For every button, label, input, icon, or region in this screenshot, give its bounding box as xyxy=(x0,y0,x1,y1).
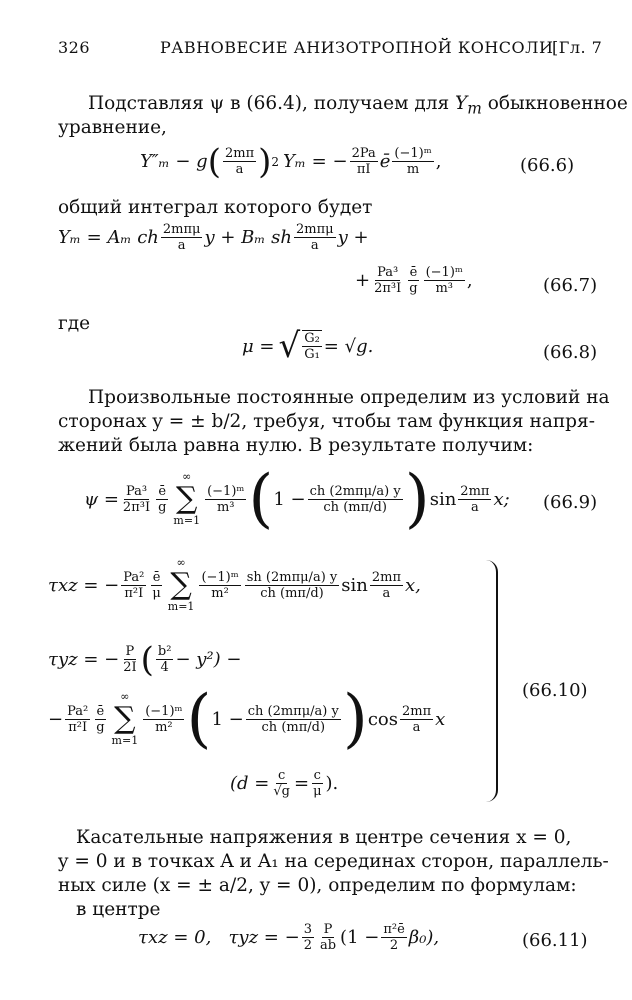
paragraph-5-line-3: ных силе (x = ± a/2, y = 0), определим по формулам: xyxy=(58,875,577,896)
paragraph-1-line-2: уравнение, xyxy=(58,117,167,138)
eq4-frac-4 xyxy=(458,484,491,515)
eq4-frac-4-den: a xyxy=(470,499,479,515)
eq1-frac-2-den: πI xyxy=(356,162,371,177)
eq6-frac-3-den: 2 xyxy=(389,938,399,953)
p1-text-pre: Подставляя ψ в (66.4), получаем для xyxy=(88,93,456,114)
eq5-l4-frac-2-num: c xyxy=(313,768,321,783)
chapter-label: [Гл. 7 xyxy=(552,38,603,57)
eq5-l3-summation xyxy=(112,690,139,748)
eq5-frac-1-num: Pa² xyxy=(123,569,145,585)
eq3-frac xyxy=(302,330,322,362)
eq4-frac-1-den: 2π³I xyxy=(122,499,151,515)
eq5-l3-frac-4-num: 2mπ xyxy=(401,703,432,719)
eq1-mid: Yₘ = − xyxy=(283,151,348,172)
eq5-frac-1 xyxy=(121,570,146,601)
eq6-c: β₀), xyxy=(408,927,440,948)
running-title: РАВНОВЕСИЕ АНИЗОТРОПНОЙ КОНСОЛИ xyxy=(160,38,554,57)
paragraph-4-line-2: сторонах y = ± b/2, требуя, чтобы там функция напря- xyxy=(58,411,595,432)
eq5-frac-sh xyxy=(245,570,340,601)
eq5-l3-one-minus: 1 − xyxy=(211,708,244,730)
equation-66-8 xyxy=(242,326,374,366)
eq4-summation xyxy=(173,470,200,528)
eq5-l1-summation xyxy=(168,556,195,614)
eq1-frac-1 xyxy=(223,146,256,177)
paragraph-1-line-1 xyxy=(88,92,628,121)
paragraph-4-line-3: жений была равна нулю. В результате получим: xyxy=(58,435,534,456)
eq1-frac-1-num: 2mπ xyxy=(224,146,255,161)
eq2-line1-a: Yₘ = Aₘ ch xyxy=(58,227,159,248)
eq5-l3-paren-open: ( xyxy=(186,682,212,756)
eq4-frac-2-den: g xyxy=(158,499,167,515)
eq2-frac-b-num: Pa³ xyxy=(377,265,399,280)
equation-number-66-11: (66.11) xyxy=(522,930,588,951)
equation-66-10-line-2 xyxy=(48,639,242,680)
eq4-ch-num: ch (2mπμ/a) y xyxy=(309,483,401,499)
eq2-frac-c-den: g xyxy=(409,281,418,296)
eq1-ebar: ē xyxy=(379,151,391,172)
eq5-l2-frac-2-num: b² xyxy=(157,644,172,659)
eq2-frac-d-den: m³ xyxy=(435,281,453,296)
eq4-frac-3-num: (−1)ᵐ xyxy=(207,483,245,499)
eq4-paren-close: ) xyxy=(404,462,430,536)
eq2-frac-a2-num: 2mπμ xyxy=(296,222,334,237)
eq1-frac-3-num: (−1)ᵐ xyxy=(394,146,432,161)
equation-number-66-8: (66.8) xyxy=(543,342,598,363)
eq5-x: x, xyxy=(405,574,421,596)
eq1-frac-3 xyxy=(392,146,433,177)
equation-66-6 xyxy=(140,141,442,182)
eq5-l4-a: (d = xyxy=(230,773,270,794)
eq2-frac-b xyxy=(372,265,403,296)
eq5-l3-frac-2 xyxy=(94,704,106,735)
eq2-frac-a-num: 2mπμ xyxy=(162,222,201,237)
eq5-l4-b: = xyxy=(293,773,310,794)
eq5-l4-frac-1-num: c xyxy=(278,768,286,783)
eq1-paren-close: ) xyxy=(258,141,272,182)
eq2-line2-plus: + xyxy=(355,270,371,291)
eq4-sum-top: ∞ xyxy=(182,470,192,483)
eq5-l4-frac-2 xyxy=(311,768,323,799)
eq5-l1-sum-sign: ∑ xyxy=(170,567,192,602)
eq5-frac-4-den: a xyxy=(382,585,391,601)
eq4-frac-1 xyxy=(121,484,152,515)
eq5-l2-paren-open: ( xyxy=(140,639,154,680)
eq4-frac-3-den: m³ xyxy=(216,499,235,515)
eq5-l3-frac-3 xyxy=(143,704,184,735)
eq4-one-minus: 1 − xyxy=(273,488,306,510)
eq5-l3-frac-ch xyxy=(246,704,341,735)
eq5-l2-frac-2-den: 4 xyxy=(160,660,169,675)
eq5-frac-2-den: μ xyxy=(152,585,161,601)
eq3-rhs: = √g. xyxy=(323,335,374,357)
equation-number-66-9: (66.9) xyxy=(543,492,598,513)
eq5-l3-frac-1 xyxy=(65,704,90,735)
eq5-l3-paren-close: ) xyxy=(342,682,368,756)
eq5-l2-frac-1-den: 2I xyxy=(123,660,137,675)
paragraph-3: где xyxy=(58,313,91,334)
eq5-l2-frac-1 xyxy=(121,644,138,675)
eq1-paren-open: ( xyxy=(207,141,221,182)
equation-66-7-line-2 xyxy=(355,265,473,296)
eq5-frac-3-num: (−1)ᵐ xyxy=(201,569,239,585)
eq1-frac-1-den: a xyxy=(235,162,244,177)
page-number: 326 xyxy=(58,38,91,57)
eq6-a: τxz = 0, τyz = − xyxy=(138,927,300,948)
eq5-sin: sin xyxy=(341,574,368,596)
p1-sub: m xyxy=(467,99,482,118)
eq4-frac-2-num: ē xyxy=(158,483,167,499)
eq5-l3-frac-3-den: m² xyxy=(155,719,173,735)
eq5-frac-3 xyxy=(199,570,240,601)
eq5-l3-frac-2-den: g xyxy=(96,719,105,735)
eq5-l3-frac-2-num: ē xyxy=(96,703,105,719)
eq6-b: (1 − xyxy=(340,927,380,948)
eq5-l3-sum-top: ∞ xyxy=(120,690,130,703)
eq1-lhs: Y″ₘ − g xyxy=(140,151,208,172)
equation-66-11 xyxy=(138,922,439,953)
eq2-frac-c xyxy=(407,265,419,296)
eq4-frac-1-num: Pa³ xyxy=(125,483,148,499)
eq4-frac-4-num: 2mπ xyxy=(460,483,490,499)
eq5-l4-frac-2-den: μ xyxy=(313,784,322,799)
eq5-l1-lhs: τxz = − xyxy=(48,574,120,596)
eq5-l3-sum-bottom: m=1 xyxy=(111,734,139,747)
eq1-frac-2-num: 2Pa xyxy=(351,146,376,161)
eq4-x: x; xyxy=(493,488,510,510)
eq2-line1-b: y + Bₘ sh xyxy=(204,227,292,248)
eq5-l3-ch-den: ch (mπ/d) xyxy=(261,719,326,735)
p1-text-post: обыкновенное xyxy=(481,93,628,114)
eq5-l4-frac-1-den: √g xyxy=(273,784,290,799)
eq2-frac-d xyxy=(424,265,465,296)
eq5-l3-lhs: − xyxy=(48,708,64,730)
eq5-l3-frac-4-den: a xyxy=(412,719,421,735)
eq5-sh-num: sh (2mπμ/a) y xyxy=(246,569,338,585)
eq2-comma: , xyxy=(466,270,473,291)
equation-66-10-line-4 xyxy=(230,768,338,799)
eq6-frac-2-den: ab xyxy=(319,938,337,953)
eq4-frac-2 xyxy=(156,484,168,515)
paragraph-5-line-1: Касательные напряжения в центре сечения x = 0, xyxy=(76,827,572,848)
eq5-frac-2-num: ē xyxy=(152,569,161,585)
eq1-frac-3-den: m xyxy=(406,162,420,177)
eq5-l2-rest: − y²) − xyxy=(175,649,242,670)
eq4-sum-sign: ∑ xyxy=(176,481,198,516)
eq3-frac-num: G₂ xyxy=(304,331,320,346)
eq5-l3-frac-4 xyxy=(400,704,433,735)
eq5-l3-frac-1-num: Pa² xyxy=(67,703,89,719)
eq2-frac-a2 xyxy=(294,222,336,253)
eq4-frac-ch xyxy=(308,484,403,515)
eq2-frac-c-num: ē xyxy=(409,265,418,280)
eq5-l2-lhs: τyz = − xyxy=(48,649,120,670)
eq5-l3-frac-1-den: π²I xyxy=(68,719,88,735)
eq5-l2-frac-2 xyxy=(156,644,174,675)
paragraph-4-line-1: Произвольные постоянные определим из условий на xyxy=(88,387,610,408)
eq5-frac-4 xyxy=(370,570,403,601)
eq5-l3-sum-sign: ∑ xyxy=(114,701,136,736)
eq5-l3-ch-num: ch (2mπμ/a) y xyxy=(247,703,339,719)
paragraph-6: в центре xyxy=(76,899,161,920)
p1-var: Y xyxy=(455,93,468,114)
eq2-frac-d-num: (−1)ᵐ xyxy=(425,265,463,280)
eq5-l1-sum-top: ∞ xyxy=(176,556,186,569)
paragraph-2: общий интеграл которого будет xyxy=(58,197,373,218)
eq5-l4-c: ). xyxy=(325,773,339,794)
eq4-sum-bottom: m=1 xyxy=(173,514,201,527)
eq4-lhs: ψ = xyxy=(84,488,119,510)
paragraph-5-line-2: y = 0 и в точках A и A₁ на серединах сторон, параллель- xyxy=(58,851,609,872)
eq6-frac-1 xyxy=(302,922,314,953)
equation-66-9 xyxy=(84,462,510,536)
eq5-l2-frac-1-num: P xyxy=(125,644,135,659)
right-brace xyxy=(486,560,498,802)
equation-number-66-7: (66.7) xyxy=(543,275,598,296)
eq2-frac-a-den: a xyxy=(177,238,186,253)
eq4-frac-3 xyxy=(205,484,246,515)
eq5-frac-4-num: 2mπ xyxy=(371,569,401,585)
eq5-l4-frac-1 xyxy=(271,768,292,799)
sqrt-sign: √ xyxy=(278,326,301,366)
eq2-line1-c: y + xyxy=(337,227,369,248)
eq5-l3-frac-3-num: (−1)ᵐ xyxy=(145,703,183,719)
equation-number-66-10: (66.10) xyxy=(522,680,588,701)
eq5-sh-den: ch (mπ/d) xyxy=(260,585,324,601)
eq5-l1-sum-bottom: m=1 xyxy=(167,600,195,613)
eq2-frac-a xyxy=(161,222,203,253)
eq1-comma: , xyxy=(435,151,442,172)
equation-66-10-line-3 xyxy=(48,682,446,756)
eq1-square: 2 xyxy=(271,154,280,169)
eq3-lhs: μ = xyxy=(242,335,275,357)
eq5-l3-x: x xyxy=(435,708,446,730)
eq5-l3-cos: cos xyxy=(367,708,398,730)
eq6-frac-2 xyxy=(318,922,338,953)
eq6-frac-3-num: π²ē xyxy=(383,922,405,937)
equation-number-66-6: (66.6) xyxy=(520,155,575,176)
eq5-frac-2 xyxy=(150,570,162,601)
eq4-ch-den: ch (mπ/d) xyxy=(323,499,387,515)
equation-66-10-line-1 xyxy=(48,556,421,614)
eq5-frac-1-den: π²I xyxy=(124,585,144,601)
eq2-frac-b-den: 2π³I xyxy=(374,281,402,296)
eq4-sin: sin xyxy=(429,488,457,510)
eq4-paren-open: ( xyxy=(248,462,274,536)
equation-66-7-line-1 xyxy=(58,222,369,253)
eq6-frac-3 xyxy=(381,922,406,953)
eq6-frac-2-num: P xyxy=(323,922,333,937)
eq6-frac-1-num: 3 xyxy=(303,922,312,937)
eq6-frac-1-den: 2 xyxy=(303,938,312,953)
eq1-frac-2 xyxy=(350,146,378,177)
eq2-frac-a2-den: a xyxy=(310,238,319,253)
eq5-frac-3-den: m² xyxy=(211,585,229,601)
eq3-frac-den: G₁ xyxy=(304,347,320,362)
